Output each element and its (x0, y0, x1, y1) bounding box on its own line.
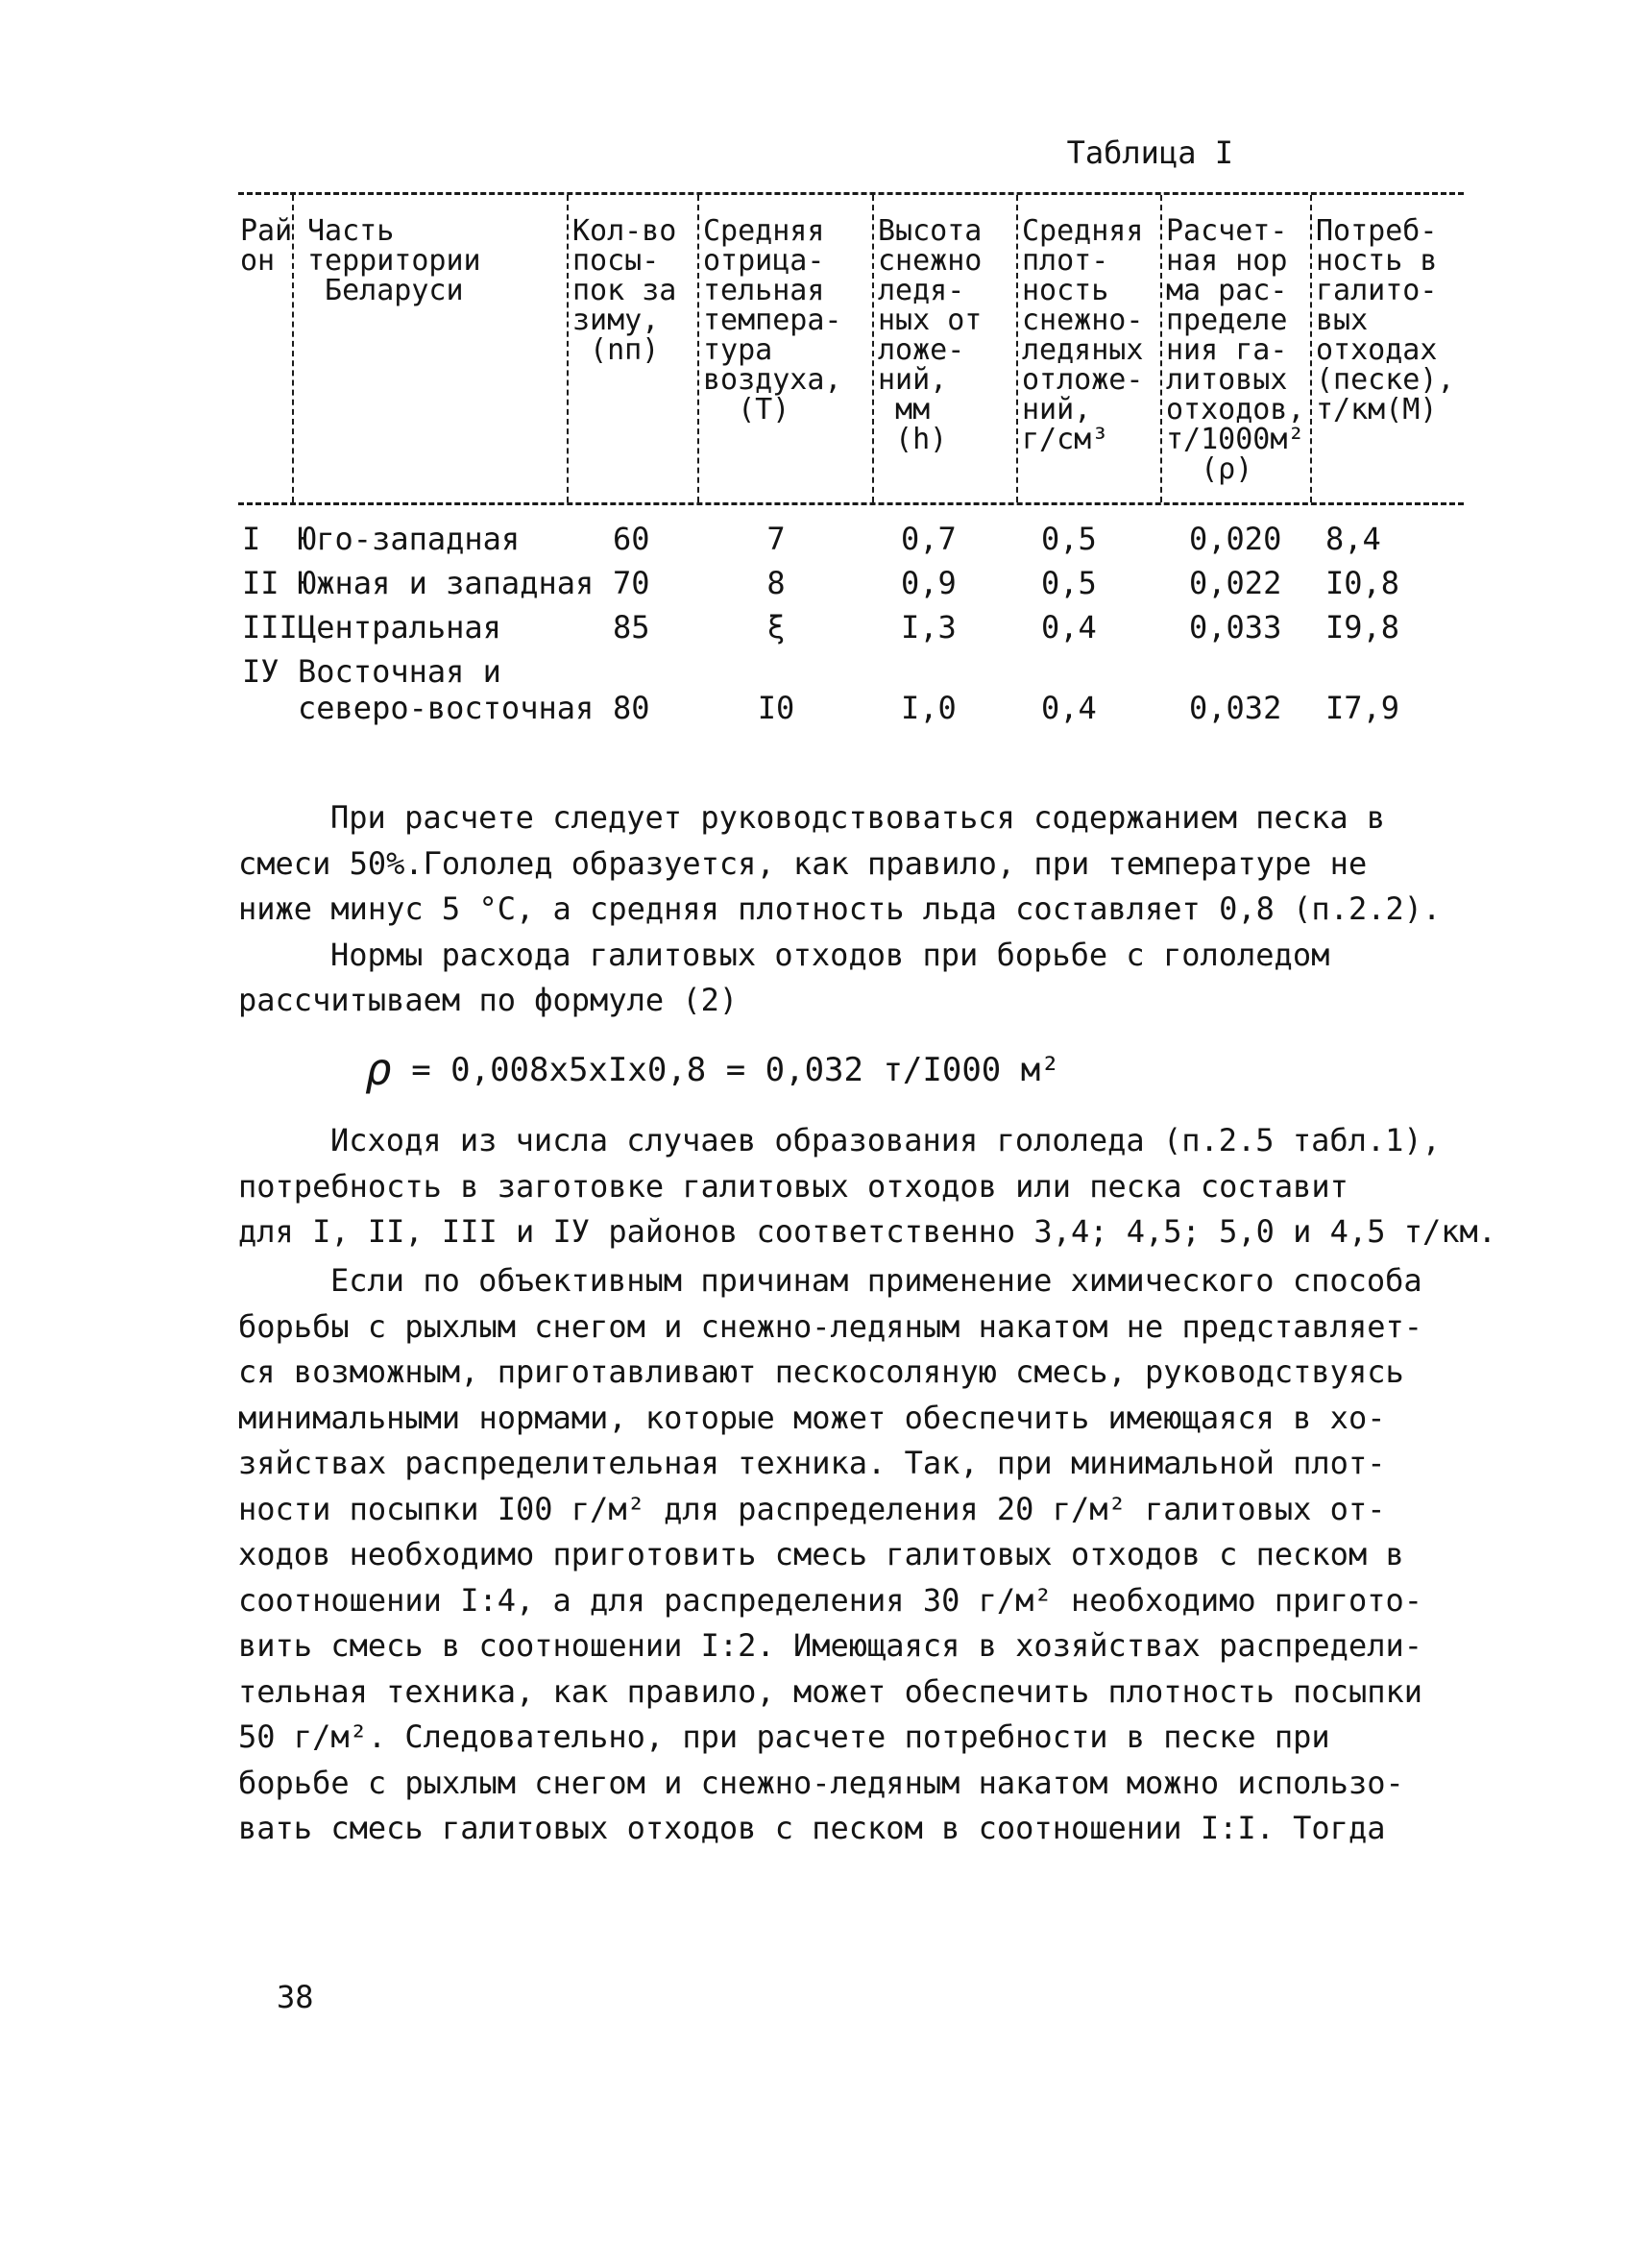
cell-t: ξ (766, 609, 786, 646)
text-line: ниже минус 5 °С, а средняя плотность льда составляет 0,8 (п.2.2). (238, 890, 1442, 927)
text-line: При расчете следует руководствоваться содержанием песка в (330, 799, 1386, 836)
text-line: вить смесь в соотношении I:2. Имеющаяся в хозяйствах распредели- (238, 1627, 1422, 1664)
cell-h: 0,9 (901, 565, 957, 601)
cell-part: Восточная и (298, 653, 501, 690)
cell-h: I,3 (901, 609, 957, 646)
column-divider (1016, 195, 1018, 502)
cell-n: 80 (613, 690, 650, 726)
text-line: соотношении I:4, а для распределения 30 г/м² необходимо пригото- (238, 1581, 1422, 1619)
cell-norm: 0,032 (1189, 690, 1282, 726)
table-row (238, 609, 1464, 647)
cell-rho: 0,4 (1041, 609, 1097, 646)
cell-h: I,0 (901, 690, 957, 726)
header-norm: Расчет- ная нор ма рас- пределе ния га- литовых отходов, т/1000м² (ρ) (1166, 214, 1305, 486)
text-line: рассчитываем по формуле (2) (238, 982, 739, 1018)
header-region: Рай он (240, 214, 293, 278)
header-count: Кол-во посы- пок за зиму, (nп) (572, 214, 677, 367)
header-need: Потреб- ность в галито- вых отходах (песке), т/км(М) (1316, 214, 1455, 426)
table-row (238, 653, 1464, 726)
cell-t: 7 (766, 521, 786, 557)
column-divider (292, 195, 294, 502)
formula-symbol: ρ (365, 1043, 392, 1095)
cell-n: 60 (613, 521, 650, 557)
text-line: потребность в заготовке галитовых отходов или песка составит (238, 1167, 1348, 1205)
cell-need: I7,9 (1325, 690, 1400, 726)
cell-need: I9,8 (1325, 609, 1400, 646)
cell-norm: 0,020 (1189, 521, 1282, 557)
formula-expression: = 0,008х5хIх0,8 = 0,032 т/I000 м² (411, 1051, 1060, 1089)
cell-n: 85 (613, 609, 650, 646)
text-line: смеси 50%.Гололед образуется, как правило, при температуре не (238, 844, 1368, 882)
cell-need: I0,8 (1325, 565, 1400, 601)
cell-part: Центральная (298, 609, 501, 646)
text-line: ходов необходимо приготовить смесь галитовых отходов с песком в (238, 1536, 1404, 1572)
text-line: Если по объективным причинам применение химического способа (330, 1262, 1422, 1299)
cell-h: 0,7 (901, 521, 957, 557)
table-header (238, 195, 1464, 502)
cell-rho: 0,4 (1041, 690, 1097, 726)
text-line: вать смесь галитовых отходов с песком в соотношении I:I. Тогда (238, 1810, 1386, 1846)
text-line: борьбе с рыхлым снегом и снежно-ледяным накатом можно использо- (238, 1764, 1404, 1801)
header-height: Высота снежно ледя- ных от ложе- ний, мм (h) (878, 214, 983, 456)
column-divider (567, 195, 569, 502)
cell-part: Юго-западная (298, 521, 521, 557)
cell-rho: 0,5 (1041, 565, 1097, 601)
text-line: ся возможным, приготавливают пескосоляную смесь, руководствуясь (238, 1353, 1404, 1390)
cell-part-line2: северо-восточная (298, 690, 595, 726)
column-divider (1310, 195, 1312, 502)
cell-region: I (242, 521, 261, 557)
cell-norm: 0,022 (1189, 565, 1282, 601)
table-body (238, 505, 1464, 793)
paragraph-1 (238, 795, 1442, 1024)
table-row (238, 521, 1464, 559)
cell-t: 8 (766, 565, 786, 601)
cell-region: III (242, 609, 298, 646)
cell-rho: 0,5 (1041, 521, 1097, 557)
column-divider (872, 195, 874, 502)
table-row (238, 565, 1464, 603)
header-density: Средняя плот- ность снежно- ледяных отложе- ний, г/см³ (1022, 214, 1144, 456)
cell-t: I0 (757, 690, 795, 726)
cell-region: IУ (242, 653, 279, 690)
text-line: для I, II, III и IУ районов соответственно 3,4; 4,5; 5,0 и 4,5 т/км. (238, 1213, 1497, 1250)
column-divider (697, 195, 699, 502)
text-line: Нормы расхода галитовых отходов при борьбе с гололедом (330, 936, 1330, 973)
text-line: 50 г/м². Следовательно, при расчете потребности в песке при (238, 1718, 1330, 1755)
text-line: борьбы с рыхлым снегом и снежно-ледяным накатом не представляет- (238, 1307, 1422, 1345)
formula (365, 1043, 1060, 1095)
data-table (238, 192, 1464, 793)
text-line: тельная техника, как правило, может обеспечить плотность посыпки (238, 1672, 1422, 1710)
cell-region: II (242, 565, 279, 601)
column-divider (1160, 195, 1162, 502)
cell-part: Южная и западная (298, 565, 595, 601)
text-line: минимальными нормами, которые может обеспечить имеющаяся в хо- (238, 1399, 1386, 1436)
paragraph-3 (238, 1118, 1497, 1255)
header-temperature: Средняя отрица- тельная темпера- тура воздуха, (T) (703, 214, 842, 426)
page-number: 38 (277, 1979, 314, 2015)
cell-n: 70 (613, 565, 650, 601)
cell-need: 8,4 (1325, 521, 1381, 557)
text-line: зяйствах распределительная техника. Так, при минимальной плот- (238, 1445, 1386, 1481)
header-territory: Часть территории Беларуси (307, 214, 481, 307)
paragraph-4 (238, 1258, 1439, 1852)
text-line: ности посыпки I00 г/м² для распределения 20 г/м² галитовых от- (238, 1490, 1386, 1527)
cell-norm: 0,033 (1189, 609, 1282, 646)
table-caption: Таблица I (1066, 134, 1233, 171)
text-line: Исходя из числа случаев образования гололеда (п.2.5 табл.1), (330, 1122, 1441, 1158)
